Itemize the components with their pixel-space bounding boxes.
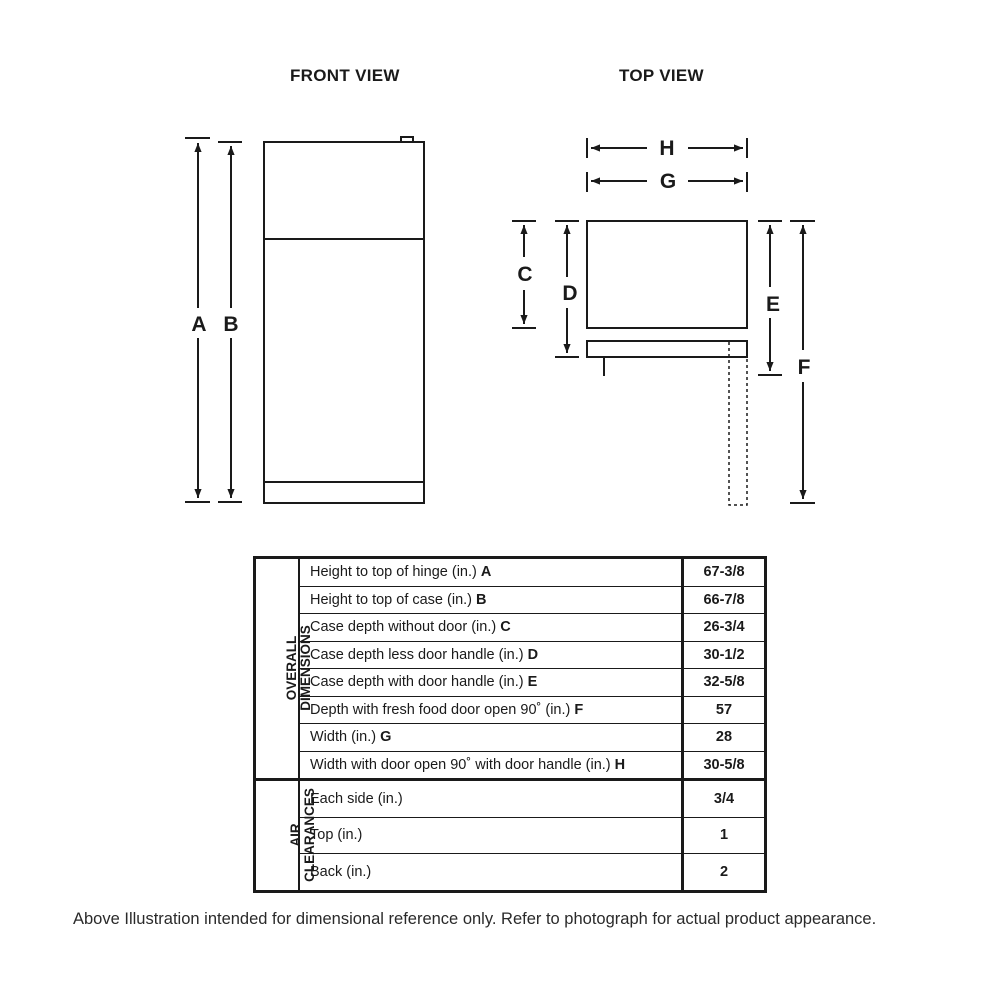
dimension-label-h: H [659, 137, 675, 160]
door-outline [587, 341, 747, 357]
dimension-label-g: G [659, 170, 677, 193]
open-door-outline [729, 341, 747, 505]
air-clearances-group-label-line: CLEARANCES [301, 787, 317, 882]
case-outline [587, 221, 747, 328]
dimension-letter: E [527, 674, 538, 691]
air-clearances-group-label-line: AIR [287, 823, 303, 847]
front-view-title: FRONT VIEW [290, 66, 400, 85]
table-row [255, 817, 766, 854]
table-row [255, 854, 766, 892]
dimension-label-text: Case depth without door (in.) [310, 619, 497, 636]
top-view-refrigerator [587, 221, 747, 505]
dimension-description [299, 614, 683, 642]
table-row [255, 696, 766, 724]
dimension-value: 57 [683, 696, 766, 724]
air-clearances-group [255, 780, 317, 892]
clearance-value: 3/4 [683, 780, 766, 818]
dimension-label-text: Case depth with door handle (in.) [310, 674, 524, 691]
dimension-label-text: Height to top of case (in.) [310, 591, 472, 608]
dimension-description [299, 558, 683, 587]
table-row [255, 558, 766, 587]
table-row [255, 724, 766, 752]
dimension-label-text: Case depth less door handle (in.) [310, 646, 524, 663]
overall-dimensions-group [255, 558, 313, 780]
footnote: Above Illustration intended for dimensional reference only. Refer to photograph for actual product appearance. [73, 910, 877, 928]
table-row [255, 614, 766, 642]
dimension-label-text: Width (in.) [310, 729, 377, 746]
table-row [255, 780, 766, 818]
dimension-letter: B [476, 591, 487, 608]
fridge-body [264, 142, 424, 503]
dimension-value: 30-1/2 [683, 641, 766, 669]
overall-dimensions-group-label-line: OVERALL [283, 635, 299, 701]
top-view-title: TOP VIEW [619, 66, 704, 85]
dimension-description [299, 641, 683, 669]
dimension-value: 67-3/8 [683, 558, 766, 587]
table-row [255, 669, 766, 697]
overall-dimensions-group-label [285, 625, 313, 711]
dimension-letter: F [574, 701, 584, 718]
dimension-value: 30-5/8 [683, 751, 766, 780]
dimension-label-d: D [562, 282, 578, 305]
dimension-letter: H [614, 756, 626, 773]
dimension-letter: G [380, 729, 392, 746]
clearance-description: Each side (in.) [299, 780, 683, 818]
clearance-description: Back (in.) [299, 854, 683, 892]
dimension-letter: C [500, 619, 511, 636]
dimension-description [299, 669, 683, 697]
table-row [255, 586, 766, 614]
dimension-label-a: A [191, 313, 207, 336]
dimension-value: 28 [683, 724, 766, 752]
dimension-label-f: F [797, 356, 811, 379]
dimensions-table [253, 556, 767, 893]
overall-dimensions-group-label-line: DIMENSIONS [297, 625, 313, 711]
dimension-value: 66-7/8 [683, 586, 766, 614]
front-view-refrigerator [264, 137, 424, 503]
dimension-description [299, 751, 683, 780]
dimension-label-text: Depth with fresh food door open 90˚ (in.) [310, 701, 571, 718]
dimension-description [299, 586, 683, 614]
dimension-letter: A [480, 564, 492, 581]
table-row [255, 641, 766, 669]
dimension-label-text: Height to top of hinge (in.) [310, 564, 477, 581]
hinge-cap [401, 137, 413, 142]
dimension-label-c: C [517, 263, 533, 286]
dimension-value: 32-5/8 [683, 669, 766, 697]
table-row [255, 751, 766, 780]
air-clearances-group-label [289, 788, 317, 882]
dimension-label-b: B [223, 313, 239, 336]
clearance-value: 1 [683, 817, 766, 854]
dimension-description [299, 724, 683, 752]
dimension-letter: D [527, 646, 539, 663]
clearance-value: 2 [683, 854, 766, 892]
clearance-description: Top (in.) [299, 817, 683, 854]
dimension-description [299, 696, 683, 724]
dimension-value: 26-3/4 [683, 614, 766, 642]
dimension-label-text: Width with door open 90˚ with door handle (in.) [310, 756, 611, 773]
dimension-label-e: E [765, 293, 781, 316]
